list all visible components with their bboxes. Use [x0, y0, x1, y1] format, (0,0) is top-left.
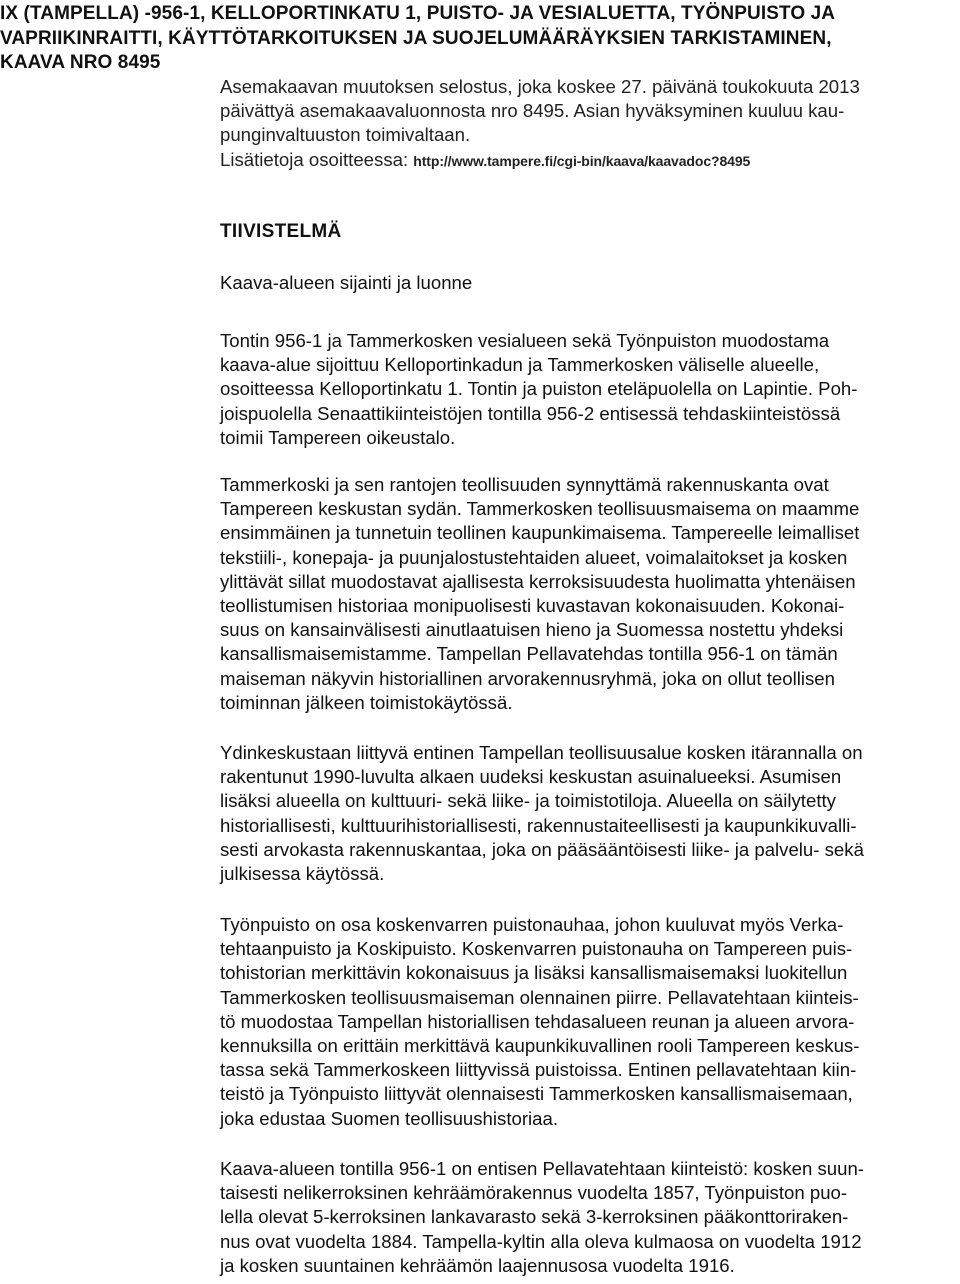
paragraph-line: osoitteessa Kelloportinkatu 1. Tontin ja puiston eteläpuolella on Lapintie. Poh- [220, 378, 858, 400]
paragraph [220, 741, 958, 886]
paragraph-line: teistö ja Työnpuisto liittyvät olennaisesti Tammerkosken kansallismaisemaan, [220, 1083, 853, 1105]
paragraph-line: kansallismaisemistamme. Tampellan Pellavatehdas tontilla 956-1 on tämän [220, 643, 838, 665]
paragraph-line: toimii Tampereen oikeustalo. [220, 426, 456, 448]
paragraph-line: Tampereen keskustan sydän. Tammerkosken teollisuusmaisema on maamme [220, 498, 860, 520]
info-line [220, 148, 958, 173]
paragraph [220, 1157, 958, 1278]
paragraph-line: kennuksilla on erittäin merkittävä kaupunkikuvallinen rooli Tampereen keskus- [220, 1035, 860, 1057]
paragraph-line: tohistorian merkittävin kokonaisuus ja lisäksi kansallismaisemaksi luokitellun [220, 962, 848, 984]
info-link[interactable]: http://www.tampere.fi/cgi-bin/kaava/kaavadoc?8495 [413, 152, 751, 169]
info-label: Lisätietoja osoitteessa: [220, 148, 414, 170]
document-title-line: KAAVA NRO 8495 [0, 52, 161, 73]
intro-line: päivättyä asemakaavaluonnosta nro 8495. Asian hyväksyminen kuuluu kau- [220, 100, 845, 122]
paragraph-line: taisesti nelikerroksinen kehräämörakennus vuodelta 1857, Työnpuiston puo- [220, 1182, 848, 1204]
paragraph-line: historiallisesti, kulttuurihistoriallisesti, rakennustaiteellisesti ja kaupunkikuvalli- [220, 814, 857, 836]
paragraph-line: Kaava-alueen tontilla 956-1 on entisen Pellavatehtaan kiinteistö: kosken suun- [220, 1158, 864, 1179]
paragraph [220, 473, 958, 715]
paragraph-line: ylittävät sillat muodostavat ajallisesta kerroksisuudesta huolimatta yhtenäisen [220, 570, 856, 592]
paragraph-line: joispuolella Senaattikiinteistöjen tontilla 956-2 entisessä tehdaskiinteistössä [220, 402, 841, 424]
paragraph [220, 913, 958, 1131]
paragraph-line: Tammerkosken teollisuusmaiseman olennainen piirre. Pellavatehtaan kiinteis- [220, 986, 859, 1008]
document-title-line: IX (TAMPELLA) -956-1, KELLOPORTINKATU 1, PUISTO- JA VESIALUETTA, TYÖNPUISTO JA [0, 3, 836, 24]
paragraph-line: kaava-alue sijoittuu Kelloportinkadun ja Tammerkosken väliselle alueelle, [220, 354, 820, 376]
paragraph-line: Tammerkoski ja sen rantojen teollisuuden synnyttämä rakennuskanta ovat [220, 474, 829, 495]
paragraph-line: sesti arvokasta rakennuskantaa, joka on pääsääntöisesti liike- ja palvelu- sekä [220, 838, 864, 860]
paragraph-line: joka edustaa Suomen teollisuushistoriaa. [220, 1107, 558, 1129]
intro-block [220, 75, 958, 173]
document-title [0, 2, 950, 76]
paragraph-line: ensimmäinen ja tunnetuin teollinen kaupunkimaisema. Tampereelle leimalliset [220, 522, 860, 544]
summary-heading: TIIVISTELMÄ [220, 221, 342, 242]
paragraph-line: lella olevat 5-kerroksinen lankavarasto sekä 3-kerroksinen pääkonttoriraken- [220, 1206, 849, 1228]
paragraph-line: nus ovat vuodelta 1884. Tampella-kyltin alla oleva kulmaosa on vuodelta 1912 [220, 1230, 862, 1252]
document-title-line: VAPRIIKINRAITTI, KÄYTTÖTARKOITUKSEN JA SUOJELUMÄÄRÄYKSIEN TARKISTAMINEN, [0, 27, 832, 49]
paragraph-line: ja kosken suuntainen kehräämön laajennusosa vuodelta 1916. [220, 1254, 735, 1276]
paragraph-line: tassa sekä Tammerkoskeen liittyvissä puistoissa. Entinen pellavatehtaan kiin- [220, 1059, 857, 1081]
paragraph [220, 329, 958, 450]
paragraph-line: tekstiili-, konepaja- ja puunjalostustehtaiden alueet, voimalaitokset ja kosken [220, 546, 848, 568]
paragraph-line: Ydinkeskustaan liittyvä entinen Tampellan teollisuusalue kosken itärannalla on [220, 742, 863, 763]
intro-line: punginvaltuuston toimivaltaan. [220, 124, 471, 146]
paragraph-line: rakentunut 1990-luvulta alkaen uudeksi keskustan asuinalueeksi. Asumisen [220, 766, 842, 788]
paragraph-line: maiseman näkyvin historiallinen arvorakennusryhmä, joka on ollut teollisen [220, 667, 835, 689]
paragraph-line: tehtaanpuisto ja Koskipuisto. Koskenvarren puistonauha on Tampereen puis- [220, 938, 853, 960]
paragraph-line: julkisessa käytössä. [220, 863, 385, 885]
paragraph-line: suus on kansainvälisesti ainutlaatuisen hieno ja Suomessa nostettu yhdeksi [220, 619, 844, 641]
paragraph-line: Tontin 956-1 ja Tammerkosken vesialueen sekä Työnpuiston muodostama [220, 330, 830, 351]
section-heading: Kaava-alueen sijainti ja luonne [220, 272, 473, 293]
paragraph-line: Työnpuisto on osa koskenvarren puistonauhaa, johon kuuluvat myös Verka- [220, 914, 844, 935]
paragraph-line: teollistumisen historiaa monipuolisesti kuvastavan kokonaisuuden. Kokonai- [220, 595, 845, 617]
paragraph-line: toiminnan jälkeen toimistokäytössä. [220, 691, 513, 713]
intro-line: Asemakaavan muutoksen selostus, joka koskee 27. päivänä toukokuuta 2013 [220, 76, 860, 97]
paragraph-line: lisäksi alueella on kulttuuri- sekä liike- ja toimistotiloja. Alueella on säilytetty [220, 790, 836, 812]
paragraph-line: tö muodostaa Tampellan historiallisen tehdasalueen reunan ja alueen arvora- [220, 1010, 855, 1032]
